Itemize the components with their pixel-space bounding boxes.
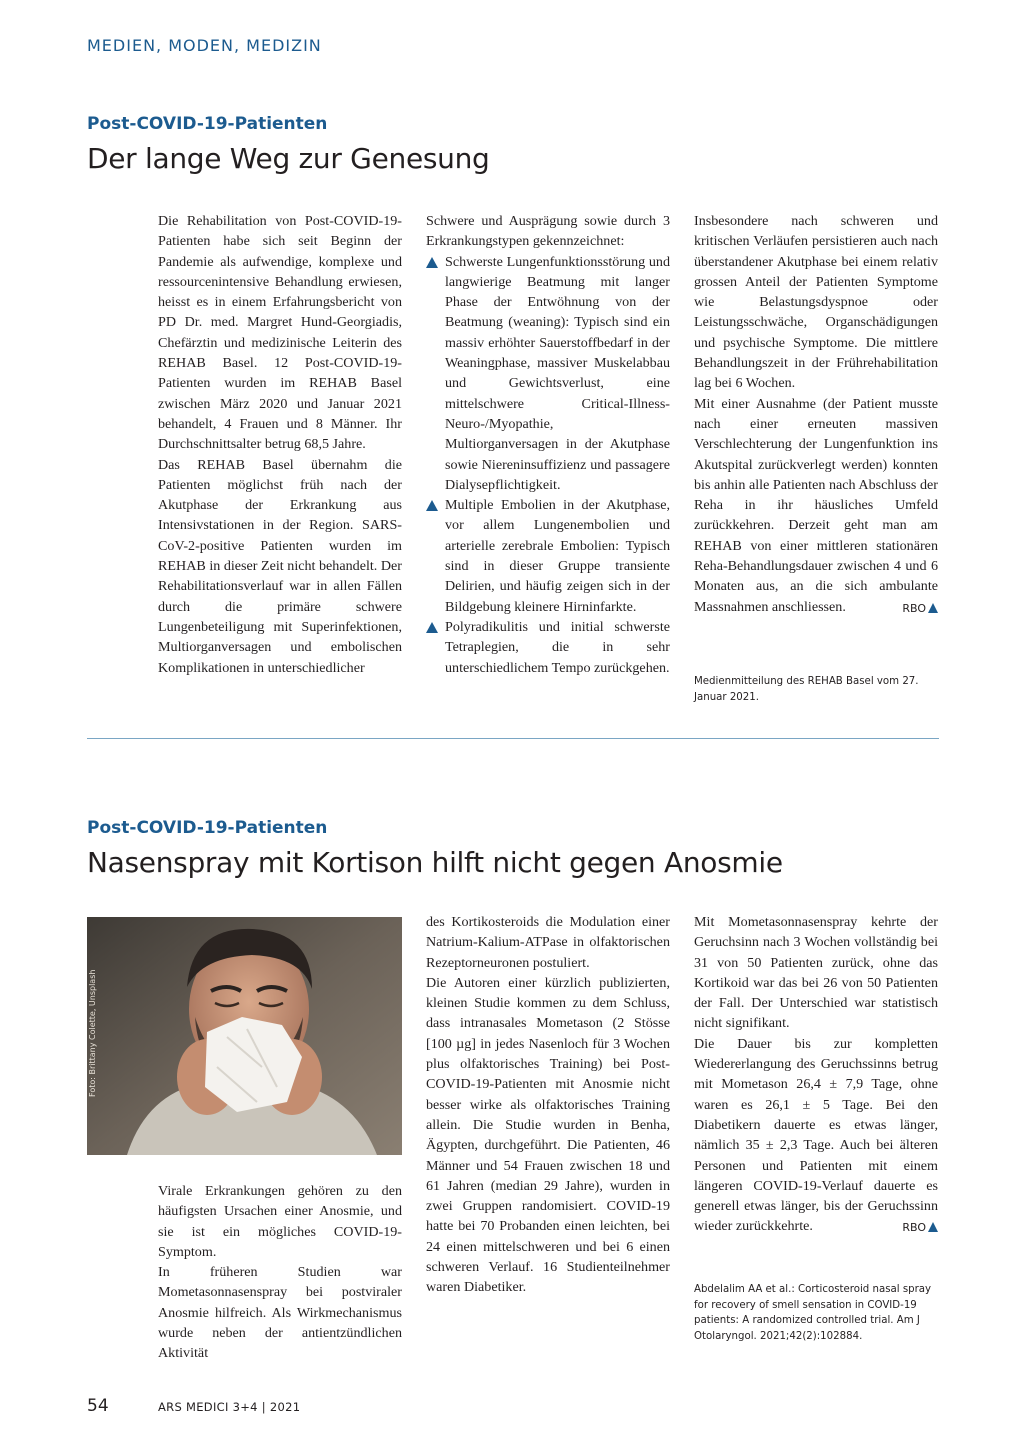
article1-column-2: [426, 211, 670, 678]
paragraph: Mit einer Ausnahme (der Patient musste nach einer erneuten massiven Verschlechterung der Lungenfunktion ins Akutspital zurückverlegt werden) konnten bis anhin alle Patienten nach Abschluss der Reha in ihr häusliches Umfeld zurückkehren. Derzeit geht man am REHAB von einer mittleren stationären Reha-Behandlungsdauer zwischen 4 und 6 Monaten aus, an die sich ambulante Massnahmen anschliessen. RBO: [694, 394, 938, 617]
article1-kicker: Post-COVID-19-Patienten: [87, 114, 328, 134]
photo-credit: Foto: Brittany Colette, Unsplash: [88, 969, 97, 1097]
article2-kicker: Post-COVID-19-Patienten: [87, 818, 328, 838]
article1-column-3: [694, 211, 938, 619]
triangle-end-icon: [928, 603, 938, 613]
paragraph: Das REHAB Basel übernahm die Patienten möglichst früh nach der Akutphase der Erkrankung aus Intensivstationen in der Region. SARS-CoV-2-positive Patienten wurden im REHAB in dieser Zeit nicht behandelt. Der Rehabilitationsverlauf war in allen Fällen durch die primäre schwere Lungenbeteiligung mit Superinfektionen, Multiorganversagen und embolischen Komplikationen in unterschiedlicher: [158, 456, 402, 676]
paragraph: Die Rehabilitation von Post-COVID-19-Patienten habe sich seit Beginn der Pandemie als aufwendige, komplexe und ressourcenintensive Behandlung erwiesen, heisst es in einem Erfahrungsbericht von PD Dr. med. Margret Hund-Georgiadis, Chefärztin und medizinische Leiterin des REHAB Basel. 12 Post-COVID-19-Patienten wurden im REHAB Basel zwischen März 2020 und Januar 2021 behandelt, 4 Frauen und 8 Männer. Ihr Durchschnittsalter betrug 68,5 Jahre.: [158, 213, 402, 453]
article2-column-1: [158, 1181, 402, 1364]
article2-title: Nasenspray mit Kortison hilft nicht gegen Anosmie: [87, 846, 783, 879]
article-divider: [87, 738, 939, 739]
section-label: MEDIEN, MODEN, MEDIZIN: [87, 36, 322, 55]
paragraph: des Kortikosteroids die Modulation einer Natrium-Kalium-ATPase in olfaktorischen Rezeptorneuronen postuliert.: [426, 914, 670, 971]
article1-source: Medienmitteilung des REHAB Basel vom 27. Januar 2021.: [694, 676, 919, 703]
signoff: RBO: [902, 1218, 938, 1238]
list-item: Schwerste Lungenfunktionsstörung und langwierige Beatmung mit langer Phase der Entwöhnung von der Beatmung (weaning): Typisch sind ein massiv erhöhter Sauerstoffbedarf in der Weaningphase, massiver Muskelabbau und Gewichtsverlust, eine mittelschwere Critical-Illness-Neuro-/Myopathie, Multiorganversagen in der Akutphase sowie Niereninsuffizienz und passagere Dialysepflichtigkeit.: [426, 252, 670, 496]
page-number: 54: [87, 1396, 109, 1416]
paragraph: Insbesondere nach schweren und kritischen Verläufen persistieren auch nach überstandener Akutphase bei einem relativ grossen Anteil der Patienten Symptome wie Belastungsdyspnoe oder Leistungsschwäche, Organschädigungen und psychische Symptome. Die mittlere Behandlungszeit in der Frührehabilitation lag bei 6 Wochen.: [694, 213, 938, 392]
triangle-bullet-icon: [426, 622, 438, 633]
triangle-bullet-icon: [426, 257, 438, 268]
article-photo: [87, 917, 402, 1155]
article1-title: Der lange Weg zur Genesung: [87, 142, 490, 175]
paragraph: Virale Erkrankungen gehören zu den häufigsten Ursachen einer Anosmie, und sie ist ein mögliches COVID-19-Symptom.: [158, 1183, 402, 1260]
paragraph: Die Dauer bis zur kompletten Wiedererlangung des Geruchssinns betrug mit Mometason 26,4 ± 7,9 Tage, ohne waren es 26,1 ± 5 Tage. Bei den Diabetikern dauerte es etwas länger, nämlich 35 ± 2,3 Tage. Auch bei älteren Personen und Patienten mit einem längeren COVID-19-Verlauf dauerte es generell etwas länger, bis der Geruchssinn wieder zurückkehrte. RBO: [694, 1034, 938, 1237]
paragraph: Schwere und Ausprägung sowie durch 3 Erkrankungstypen gekennzeichnet:: [426, 213, 670, 250]
article1-column-1: [158, 211, 402, 678]
paragraph: Mit Mometasonnasenspray kehrte der Geruchsinn nach 3 Wochen vollständig bei 31 von 50 Patienten zurück, ohne das Kortikoid war das bei 26 von 50 Patienten der Fall. Der Unterschied war statistisch nicht signifikant.: [694, 914, 938, 1032]
list-item: Multiple Embolien in der Akutphase, vor allem Lungenembolien und arterielle zerebrale Embolien: Typisch sind in dieser Gruppe transiente Delirien, und häufig zeigen sich in der Bildgebung kleinere Hirninfarkte.: [426, 495, 670, 617]
triangle-bullet-icon: [426, 500, 438, 511]
list-item: Polyradikulitis und initial schwerste Tetraplegien, die in sehr unterschiedlichem Tempo zurückgehen.: [426, 617, 670, 678]
article2-column-3: [694, 912, 938, 1239]
paragraph: Die Autoren einer kürzlich publizierten, kleinen Studie kommen zu dem Schluss, dass intranasales Mometason (2 Stösse [100 µg] in jedes Nasenloch für 3 Wochen plus olfaktorisches Training) bei Post-COVID-19-Patienten mit Anosmie nicht besser wirke als olfaktorisches Training allein. Die Studie wurden in Benha, Ägypten, durchgeführt. Die Patienten, 46 Männer und 54 Frauen zwischen 18 und 61 Jahren (median 29 Jahre), wurden in zwei Gruppen randomisiert. COVID-19 hatte bei 70 Probanden einen leichten, bei 24 einen mittelschweren und bei 6 einen schweren Verlauf. 16 Studienteilnehmer waren Diabetiker.: [426, 974, 670, 1296]
signoff: RBO: [902, 599, 938, 619]
article2-source: Abdelalim AA et al.: Corticosteroid nasal spray for recovery of smell sensation in COVID-19 patients: A randomized controlled trial. Am J Otolaryngol. 2021;42(2):102884.: [694, 1284, 932, 1342]
paragraph: In früheren Studien war Mometasonnasenspray bei postviraler Anosmie hilfreich. Als Wirkmechanismus wurde neben der antientzündlichen Aktivität: [158, 1264, 402, 1362]
triangle-end-icon: [928, 1222, 938, 1232]
magazine-issue: ARS MEDICI 3+4 | 2021: [158, 1400, 301, 1414]
article2-column-2: [426, 912, 670, 1298]
